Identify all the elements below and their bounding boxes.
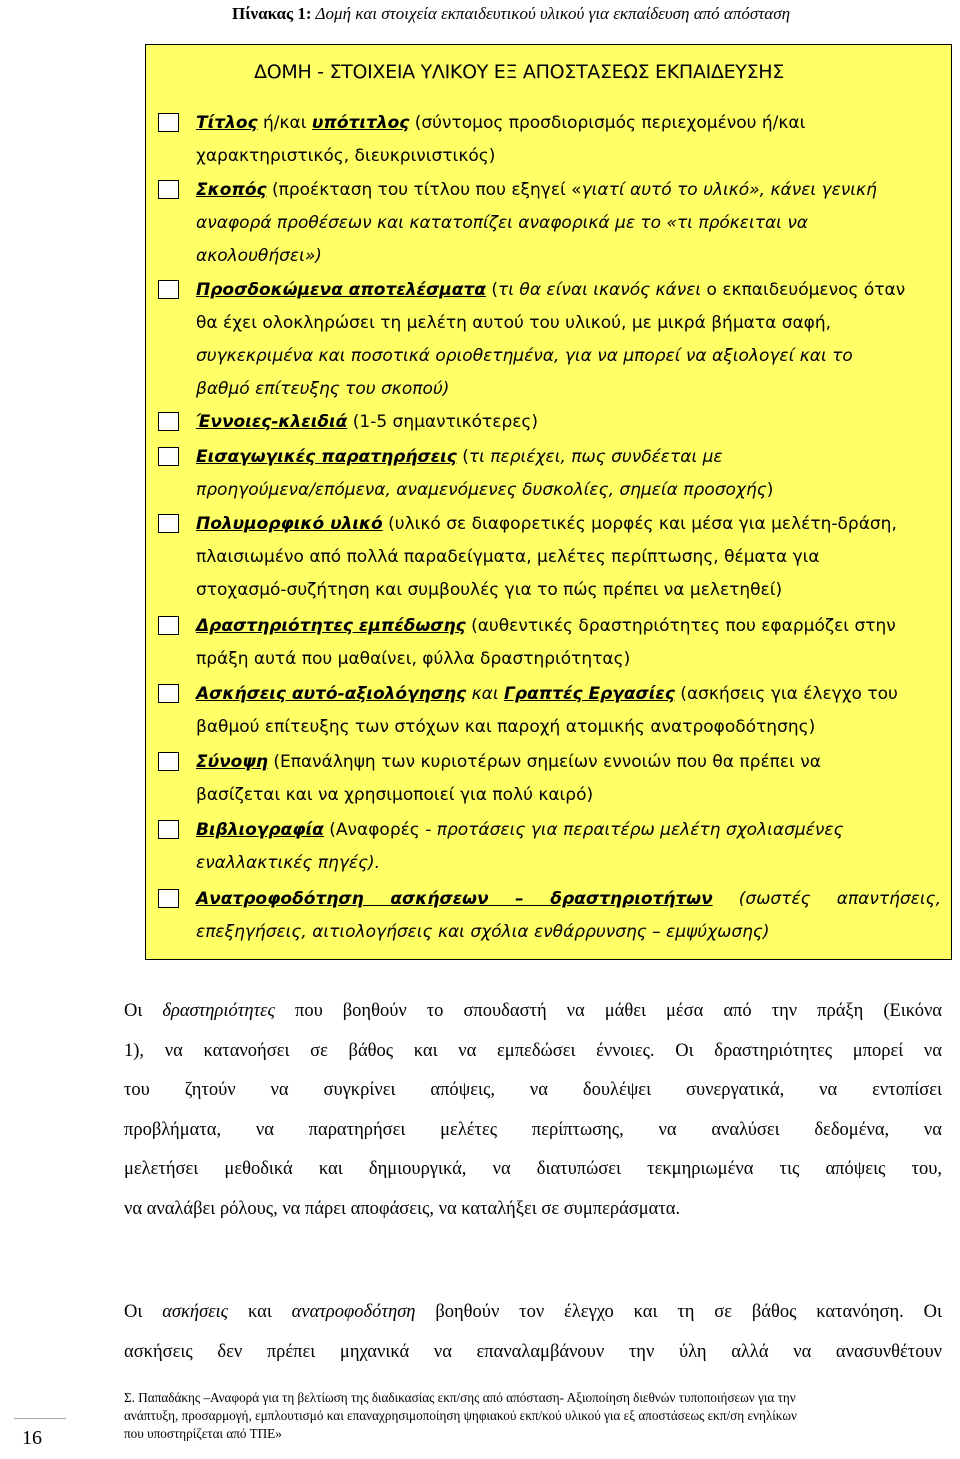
italic-text: προτάσεις για περαιτέρω μελέτη σχολιασμένες: [436, 820, 844, 840]
keyword: Προσδοκώμενα αποτελέσματα: [196, 280, 486, 300]
text-line: πλαισιωμένο από πολλά παραδείγματα, μελέτες περίπτωσης, θέματα για: [196, 547, 820, 567]
checklist-item-text: [196, 174, 941, 273]
checklist-item-text: [196, 406, 941, 439]
text-line: εναλλακτικές πηγές).: [196, 853, 381, 873]
paragraph-exercises: [124, 1293, 942, 1372]
checkbox[interactable]: [158, 752, 179, 771]
text-line: βασίζεται και να χρησιμοποιεί για πολύ καιρό): [196, 785, 594, 805]
page-number: 16: [22, 1427, 42, 1449]
keyword: Ασκήσεις αυτό-αξιολόγησης: [196, 684, 467, 704]
text-line: προβλήματα, να παρατηρήσει μελέτες περίπτωσης, να αναλύσει δεδομένα, να: [124, 1119, 942, 1140]
checkbox[interactable]: [158, 280, 179, 299]
text: (: [485, 280, 499, 300]
text-line: ακολουθήσει»): [196, 246, 322, 266]
footer-note: [124, 1389, 954, 1443]
italic-text: γιατί αυτό το υλικό», κάνει γενική: [581, 180, 877, 200]
text-line: στοχασμό-συζήτηση και συμβουλές για το πώς πρέπει να μελετηθεί): [196, 580, 783, 600]
keyword: υπότιτλος: [311, 113, 410, 133]
structure-box: [145, 44, 952, 960]
caption-label: Πίνακας 1:: [232, 4, 312, 23]
keyword: Βιβλιογραφία: [196, 820, 324, 840]
text-line: του ζητούν να συγκρίνει απόψεις, να δουλέψει συνεργατικά, να εντοπίσει: [124, 1080, 942, 1101]
text-line: βαθμό επίτευξης του σκοπού): [196, 379, 450, 399]
checkbox[interactable]: [158, 113, 179, 132]
text: ο εκπαιδευόμενος όταν: [701, 280, 906, 300]
text: (υλικό σε διαφορετικές μορφές και μέσα για μελέτη-δράση,: [382, 514, 897, 534]
italic-text: ανατροφοδότηση: [291, 1302, 416, 1322]
italic-text: τι θα είναι ικανός κάνει: [498, 280, 702, 300]
text: (σύντομος προσδιορισμός περιεχομένου ή/και: [409, 113, 806, 133]
checkbox[interactable]: [158, 889, 179, 908]
keyword: Εισαγωγικές παρατηρήσεις: [196, 447, 457, 467]
italic-text: προηγούμενα/επόμενα, αναμενόμενες δυσκολίες, σημεία προσοχής: [196, 480, 767, 500]
checklist-item-text: [196, 441, 941, 507]
box-title: ΔΟΜΗ - ΣΤΟΙΧΕΙΑ ΥΛΙΚΟΥ ΕΞ ΑΠΟΣΤΑΣΕΩΣ ΕΚΠΑΙΔΕΥΣΗΣ: [254, 61, 784, 83]
checkbox[interactable]: [158, 412, 179, 431]
keyword: Πολυμορφικό υλικό: [196, 514, 383, 534]
checkbox[interactable]: [158, 447, 179, 466]
italic-text: (σωστές απαντήσεις,: [712, 889, 941, 909]
text: ή/και: [257, 113, 312, 133]
checkbox[interactable]: [158, 180, 179, 199]
text-line: χαρακτηριστικός, διευκρινιστικός): [196, 146, 496, 166]
keyword: Έννοιες-κλειδιά: [196, 412, 348, 432]
table-caption: [232, 4, 790, 24]
keyword: Τίτλος: [196, 113, 258, 133]
checkbox[interactable]: [158, 514, 179, 533]
checklist-item-text: [196, 107, 941, 173]
checklist-item-text: [196, 883, 941, 949]
keyword: Ανατροφοδότηση ασκήσεων – δραστηριοτήτων: [196, 889, 713, 909]
text-line: πράξη αυτά που μαθαίνει, φύλλα δραστηριότητας): [196, 649, 631, 669]
footer-line: ανάπτυξη, προσαρμογή, εμπλουτισμό και επαναχρησιμοποίηση ψηφιακού εκπ/κού υλικού για εξ αποστάσεως εκπ/ση ενηλίκων: [124, 1408, 797, 1423]
checklist-item-text: [196, 678, 941, 744]
text: (Αναφορές -: [323, 820, 437, 840]
text: (αυθεντικές δραστηριότητες που εφαρμόζει στην: [465, 616, 896, 636]
checklist-item-text: [196, 814, 941, 880]
text-line: να αναλάβει ρόλους, να πάρει αποφάσεις, να καταλήξει σε συμπεράσματα.: [124, 1198, 681, 1219]
text: (προέκταση του τίτλου που εξηγεί «: [266, 180, 582, 200]
checklist-item-text: [196, 610, 941, 676]
checkbox[interactable]: [158, 684, 179, 703]
keyword: Σύνοψη: [196, 752, 268, 772]
text-line: μελετήσει μεθοδικά και δημιουργικά, να διατυπώσει τεκμηριωμένα τις απόψεις του,: [124, 1159, 942, 1180]
text: Οι: [124, 1001, 163, 1021]
text: (ασκήσεις για έλεγχο του: [674, 684, 898, 704]
text-line: επεξηγήσεις, αιτιολογήσεις και σχόλια ενθάρρυνσης – εμψύχωσης): [196, 922, 770, 942]
text: (1-5 σημαντικότερες): [347, 412, 539, 432]
text-line: αναφορά προθέσεων και κατατοπίζει αναφορικά με το «τι πρόκειται να: [196, 213, 809, 233]
caption-text: Δομή και στοιχεία εκπαιδευτικού υλικού για εκπαίδευση από απόσταση: [311, 4, 791, 23]
text: Οι: [124, 1302, 163, 1322]
footer-divider: [14, 1418, 66, 1419]
checklist-item-text: [196, 746, 941, 812]
text: που βοηθούν το σπουδαστή να μάθει μέσα από την πράξη (Εικόνα: [274, 1001, 942, 1021]
checklist-item-text: [196, 274, 941, 406]
text-line: συγκεκριμένα και ποσοτικά οριοθετημένα, για να μπορεί να αξιολογεί και το: [196, 346, 853, 366]
keyword: Σκοπός: [196, 180, 267, 200]
italic-text: ασκήσεις: [162, 1302, 229, 1322]
italic-text: δραστηριότητες: [162, 1001, 275, 1021]
text-line: 1), να κατανοήσει σε βάθος και να εμπεδώσει έννοιες. Οι δραστηριότητες μπορεί να: [124, 1040, 942, 1061]
text-line: βαθμού επίτευξης των στόχων και παροχή ατομικής ανατροφοδότησης): [196, 717, 816, 737]
italic-text: τι περιέχει, πως συνδέεται με: [468, 447, 723, 467]
checkbox[interactable]: [158, 616, 179, 635]
checklist-item-text: [196, 508, 941, 607]
italic-text: και: [466, 684, 505, 704]
paragraph-activities: [124, 992, 942, 1230]
footer-line: Σ. Παπαδάκης –Αναφορά για τη βελτίωση της διαδικασίας εκπ/σης από απόσταση- Αξιοποίηση διεθνών τυποποιήσεων για την: [124, 1390, 796, 1405]
text: (: [456, 447, 469, 467]
keyword: Γραπτές Εργασίες: [504, 684, 675, 704]
text-line: θα έχει ολοκληρώσει τη μελέτη αυτού του υλικού, με μικρά βήματα σαφή,: [196, 313, 832, 333]
checkbox[interactable]: [158, 820, 179, 839]
text: και: [228, 1302, 292, 1322]
text: (Επανάληψη των κυριοτέρων σημείων εννοιών που θα πρέπει να: [267, 752, 821, 772]
keyword: Δραστηριότητες εμπέδωσης: [196, 616, 466, 636]
text-line: ασκήσεις δεν πρέπει μηχανικά να επαναλαμβάνουν την ύλη αλλά να ανασυνθέτουν: [124, 1341, 942, 1362]
text: ): [766, 480, 774, 500]
footer-line: που υποστηρίζεται από ΤΠΕ»: [124, 1426, 282, 1441]
text: βοηθούν τον έλεγχο και τη σε βάθος κατανόηση. Οι: [415, 1302, 942, 1322]
